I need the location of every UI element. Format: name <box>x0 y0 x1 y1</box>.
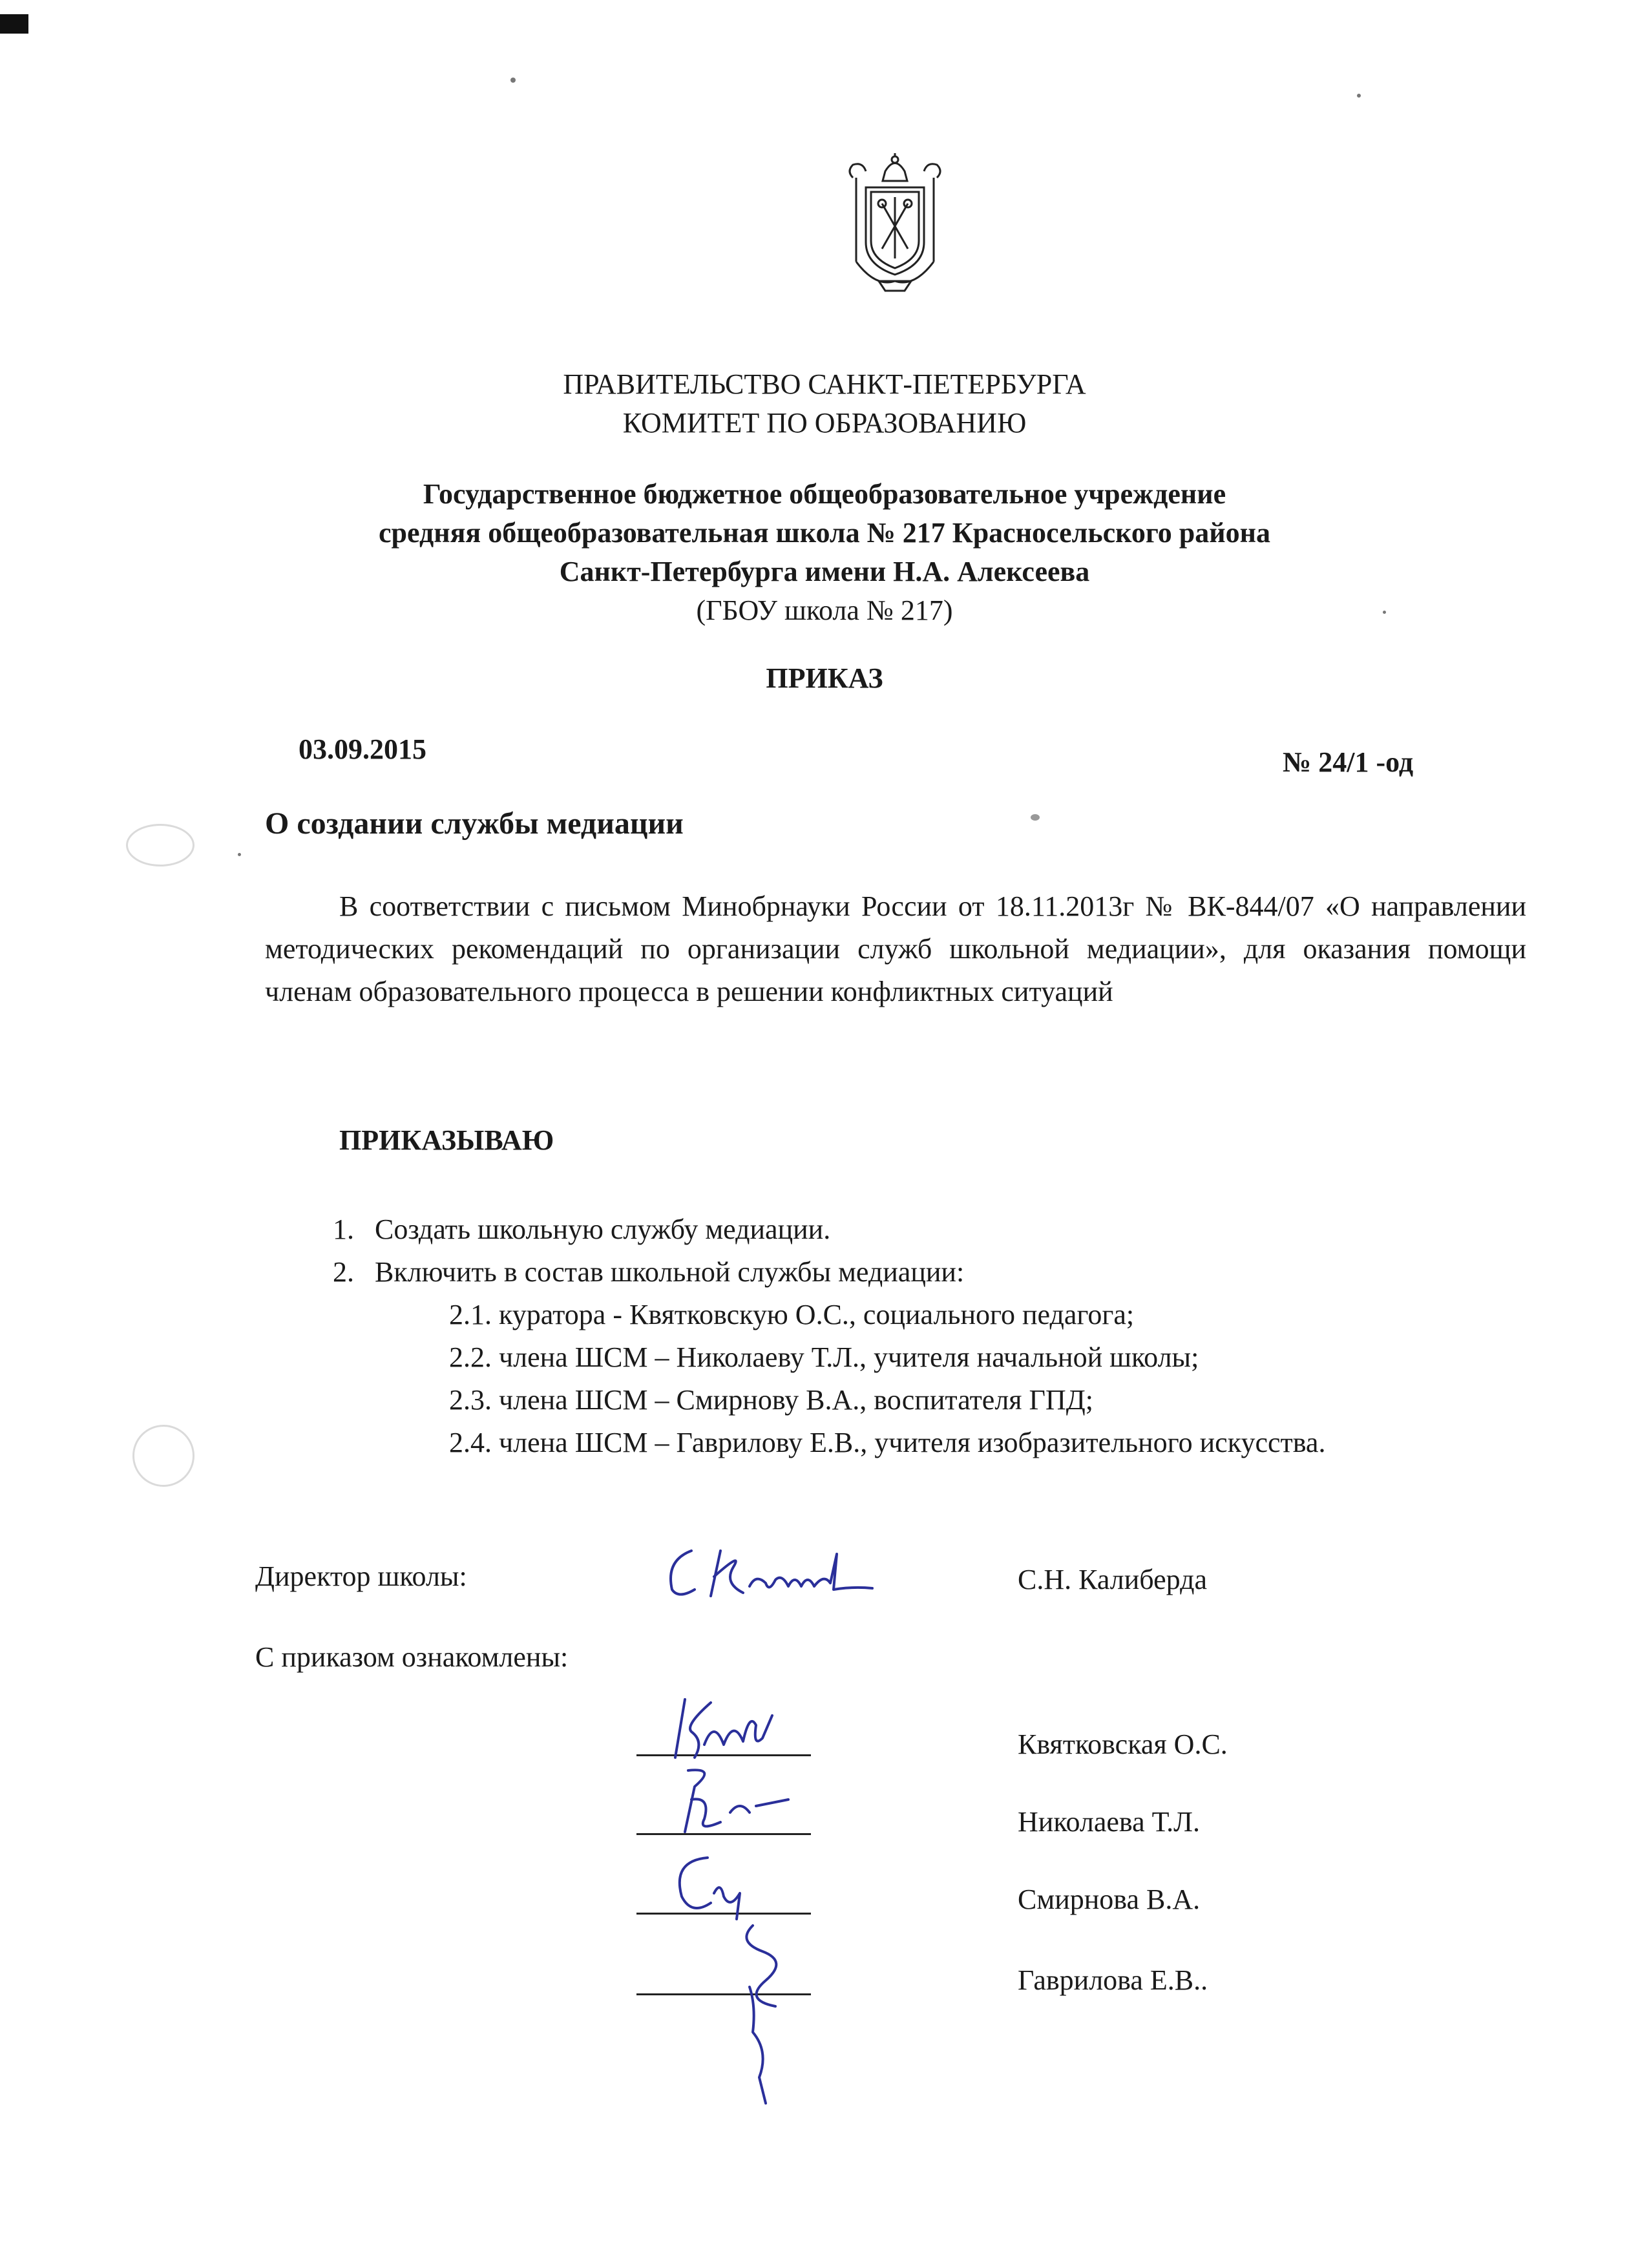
sub-list-item: 2.1. куратора - Квятковскую О.С., социального педагога; <box>449 1299 1135 1330</box>
scan-speck <box>1031 814 1040 821</box>
government-heading: ПРАВИТЕЛЬСТВО САНКТ-ПЕТЕРБУРГА <box>563 368 1086 400</box>
scan-speck <box>1357 94 1361 98</box>
list-item <box>333 1251 964 1294</box>
signature-gavrilova <box>717 1916 814 2110</box>
institution-name-line1: Государственное бюджетное общеобразовательное учреждение <box>423 478 1226 510</box>
institution-short-name: (ГБОУ школа № 217) <box>696 594 953 626</box>
command-word: ПРИКАЗЫВАЮ <box>339 1124 554 1156</box>
signature-smirnova <box>659 1848 801 1926</box>
acquainted-name: Квятковская О.С. <box>1018 1728 1228 1760</box>
order-date: 03.09.2015 <box>299 733 426 765</box>
sub-list-item: 2.3. члена ШСМ – Смирнову В.А., воспитателя ГПД; <box>449 1384 1093 1416</box>
institution-name-line2: средняя общеобразовательная школа № 217 Красносельского района <box>379 517 1270 549</box>
institution-name-line3: Санкт-Петербурга имени Н.А. Алексеева <box>559 556 1090 587</box>
order-subject: О создании службы медиации <box>265 806 684 841</box>
scan-smudge <box>132 1425 194 1487</box>
order-number: № 24/1 -од <box>1283 746 1414 778</box>
acquainted-name: Николаева Т.Л. <box>1018 1806 1200 1838</box>
list-item-text: Включить в состав школьной службы медиации: <box>375 1256 965 1288</box>
sub-list-item: 2.4. члена ШСМ – Гаврилову Е.В., учителя изобразительного искусства. <box>449 1427 1326 1458</box>
list-item-text: Создать школьную службу медиации. <box>375 1213 831 1245</box>
list-item-number: 2. <box>333 1256 354 1288</box>
scan-speck <box>510 78 516 83</box>
acquainted-name: Гаврилова Е.В.. <box>1018 1964 1208 1996</box>
coat-of-arms-emblem <box>840 152 950 297</box>
director-label: Директор школы: <box>255 1560 467 1592</box>
order-items-list <box>333 1208 964 1294</box>
signature-nikolaeva <box>659 1761 814 1838</box>
document-type: ПРИКАЗ <box>766 662 883 694</box>
director-signature <box>659 1538 892 1609</box>
sub-list-item: 2.2. члена ШСМ – Николаеву Т.Л., учителя начальной школы; <box>449 1341 1199 1373</box>
list-item-number: 1. <box>333 1213 354 1245</box>
scan-speck <box>238 853 241 856</box>
preamble-paragraph: В соответствии с письмом Минобрнауки России от 18.11.2013г № ВК-844/07 «О направлении методических рекомендаций по организации служб школьной медиации», для оказания помощи членам образовательного процесса в решении конфликтных ситуаций <box>265 890 1526 1007</box>
scan-smudge <box>126 824 194 866</box>
order-subitems-list <box>449 1294 1325 1464</box>
director-name: С.Н. Калиберда <box>1018 1564 1207 1595</box>
signature-kvyatkovskaya <box>659 1693 814 1764</box>
committee-heading: КОМИТЕТ ПО ОБРАЗОВАНИЮ <box>622 407 1027 439</box>
acquainted-label: С приказом ознакомлены: <box>255 1641 569 1673</box>
acquainted-name: Смирнова В.А. <box>1018 1884 1201 1915</box>
list-item <box>333 1208 964 1251</box>
scan-edge-mark <box>0 14 28 34</box>
